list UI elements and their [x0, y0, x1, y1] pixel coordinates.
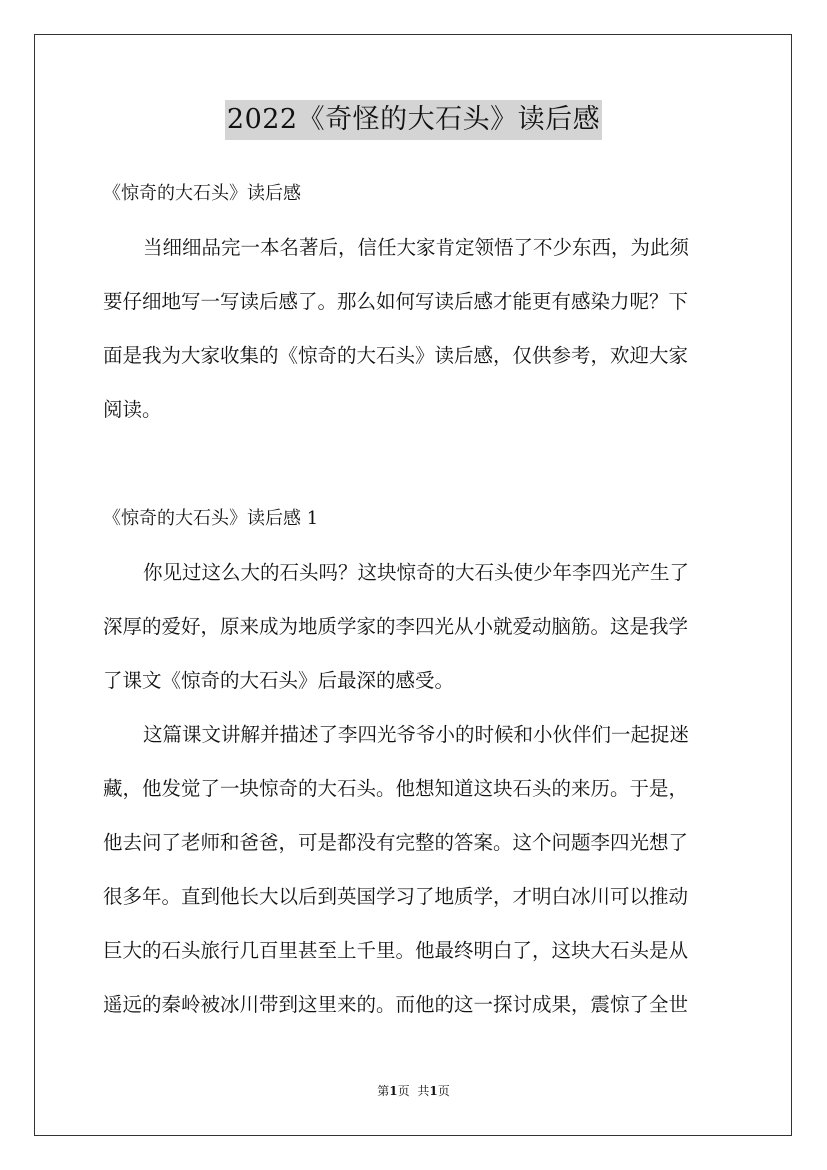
document-subtitle: 《惊奇的大石头》读后感: [103, 183, 301, 204]
page-footer: [0, 1083, 827, 1099]
paragraph-line: 这篇课文讲解并描述了李四光爷爷小的时候和小伙伴们一起捉迷: [143, 723, 690, 746]
paragraph-line: 很多年。直到他长大以后到英国学习了地质学，才明白冰川可以推动: [103, 885, 689, 908]
paragraph-line: 巨大的石头旅行几百里甚至上千里。他最终明白了，这块大石头是从: [103, 939, 689, 962]
document-title: 2022《奇怪的大石头》读后感: [225, 100, 602, 140]
paragraph-line: 你见过这么大的石头吗？这块惊奇的大石头使少年李四光产生了: [143, 561, 690, 584]
section-heading: 《惊奇的大石头》读后感 1: [103, 508, 319, 529]
paragraph-line: 了课文《惊奇的大石头》后最深的感受。: [103, 669, 455, 692]
intro-line: 面是我为大家收集的《惊奇的大石头》读后感，仅供参考，欢迎大家: [103, 344, 689, 367]
footer-total-suffix: 页: [437, 1084, 450, 1098]
footer-page-current: 1: [389, 1084, 398, 1098]
footer-page-total: 1: [429, 1084, 438, 1098]
title-container: [0, 100, 827, 140]
footer-page-prefix: 第: [377, 1084, 390, 1098]
paragraph-line: 深厚的爱好，原来成为地质学家的李四光从小就爱动脑筋。这是我学: [103, 615, 689, 638]
paragraph-line: 遥远的秦岭被冰川带到这里来的。而他的这一探讨成果，震惊了全世: [103, 993, 689, 1016]
paragraph-line: 藏，他发觉了一块惊奇的大石头。他想知道这块石头的来历。于是，: [103, 777, 689, 800]
paragraph-line: 他去问了老师和爸爸，可是都没有完整的答案。这个问题李四光想了: [103, 831, 689, 854]
intro-line: 当细细品完一本名著后，信任大家肯定领悟了不少东西，为此须: [143, 236, 690, 259]
intro-line: 要仔细地写一写读后感了。那么如何写读后感才能更有感染力呢？下: [103, 290, 689, 313]
footer-page-suffix: 页: [397, 1084, 410, 1098]
footer-total-prefix: 共: [417, 1084, 430, 1098]
intro-line: 阅读。: [103, 398, 162, 421]
